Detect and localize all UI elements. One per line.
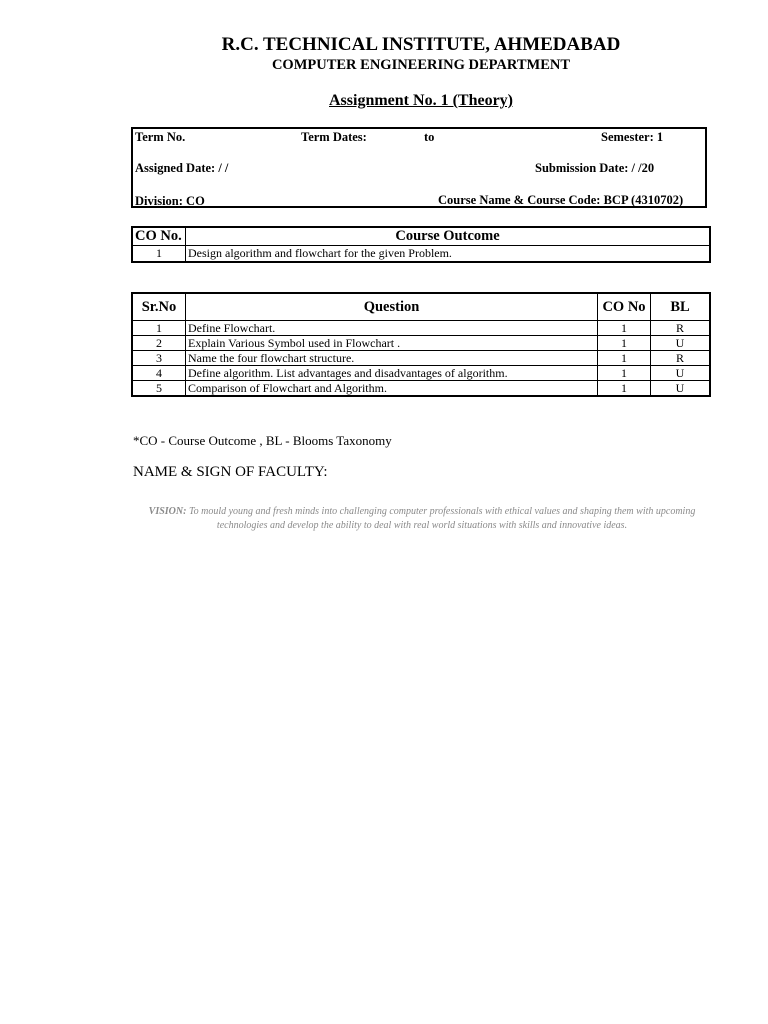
institute-title: R.C. TECHNICAL INSTITUTE, AHMEDABAD: [221, 34, 621, 55]
sr-cell: 2: [132, 336, 186, 351]
co-cell: 1: [598, 366, 651, 381]
assignment-info-box: [131, 127, 707, 208]
bl-cell: U: [651, 381, 711, 397]
bl-cell: R: [651, 321, 711, 336]
sr-cell: 4: [132, 366, 186, 381]
term-dates-to: to: [424, 130, 435, 144]
co-text-cell: Design algorithm and flowchart for the given Problem.: [186, 246, 711, 263]
assigned-date-label: Assigned Date: / /: [135, 161, 229, 175]
legend-note: *CO - Course Outcome , BL - Blooms Taxonomy: [133, 433, 392, 448]
co-cell: 1: [598, 321, 651, 336]
bl-cell: U: [651, 366, 711, 381]
sr-cell: 1: [132, 321, 186, 336]
question-cell: Define algorithm. List advantages and disadvantages of algorithm.: [186, 366, 598, 381]
question-cell: Comparison of Flowchart and Algorithm.: [186, 381, 598, 397]
table-header-row: [132, 293, 710, 321]
co-number-cell: 1: [132, 246, 186, 263]
vision-statement: [133, 505, 711, 533]
submission-date-label: Submission Date: / /20: [535, 161, 655, 175]
question-cell: Name the four flowchart structure.: [186, 351, 598, 366]
bl-cell: R: [651, 351, 711, 366]
vision-text: To mould young and fresh minds into challenging computer professionals with ethical values and shaping them with upcoming technologies and develop the ability to deal with real world situations with skills and innovative ideas.: [186, 506, 696, 531]
semester-label: Semester: 1: [601, 130, 664, 144]
column-header: Sr.No: [132, 293, 186, 321]
co-cell: 1: [598, 336, 651, 351]
bl-cell: U: [651, 336, 711, 351]
course-outcome-table: [131, 226, 711, 263]
division-label: Division: CO: [135, 194, 205, 208]
department-title: COMPUTER ENGINEERING DEPARTMENT: [271, 57, 571, 73]
faculty-sign-label: NAME & SIGN OF FACULTY:: [133, 464, 328, 480]
sr-cell: 3: [132, 351, 186, 366]
question-cell: Define Flowchart.: [186, 321, 598, 336]
column-header: CO No: [598, 293, 651, 321]
term-dates-label: Term Dates:: [301, 130, 367, 144]
question-table: [131, 292, 711, 397]
sr-cell: 5: [132, 381, 186, 397]
column-header: CO No.: [132, 227, 186, 246]
table-row: [132, 351, 710, 366]
co-cell: 1: [598, 381, 651, 397]
table-row: [132, 366, 710, 381]
table-row: [132, 336, 710, 351]
question-cell: Explain Various Symbol used in Flowchart .: [186, 336, 598, 351]
co-cell: 1: [598, 351, 651, 366]
table-row: [132, 246, 710, 263]
table-row: [132, 321, 710, 336]
column-header: BL: [651, 293, 711, 321]
course-label: Course Name & Course Code: BCP (4310702): [438, 193, 684, 207]
table-header-row: [132, 227, 710, 246]
term-no-label: Term No.: [135, 130, 186, 144]
assignment-title: Assignment No. 1 (Theory): [329, 92, 513, 109]
column-header: Course Outcome: [186, 227, 711, 246]
column-header: Question: [186, 293, 598, 321]
table-row: [132, 381, 710, 397]
vision-label: VISION:: [148, 506, 187, 517]
